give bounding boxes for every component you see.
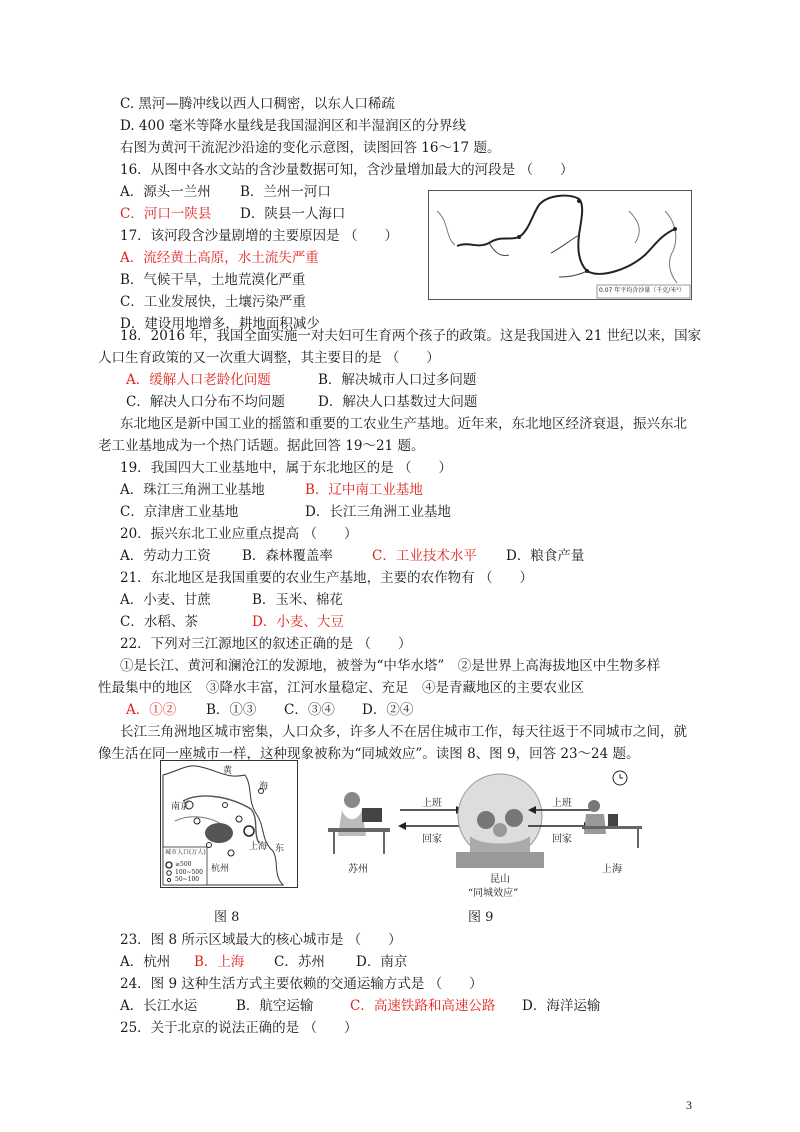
fig9-label-work-right: 上班 [552, 798, 572, 809]
option-d-line: D. 400 毫米等降水量线是我国湿润区和半湿润区的分界线 [120, 118, 466, 134]
fig8-label-nanjing: 南京 [171, 802, 190, 812]
fig8-label-east: 东 [275, 844, 285, 854]
fig8-label-sea: 海 [259, 782, 269, 792]
figure-8-caption: 图 8 [214, 910, 240, 925]
fig9-label-home-left: 回家 [422, 834, 442, 845]
q19-option-b-answer: B．辽中南工业基地 [305, 482, 423, 498]
question-23-stem: 23．图 8 所示区域最大的核心城市是 （ ） [120, 932, 402, 948]
q24-option-c-answer: C．高速铁路和高速公路 [350, 998, 496, 1014]
intro-16-17: 右图为黄河干流泥沙沿途的变化示意图，读图回答 16～17 题。 [120, 140, 501, 156]
figure-8-map [160, 760, 298, 888]
intro-19-21-line1: 东北地区是新中国工业的摇篮和重要的工农业生产基地。近年来，东北地区经济衰退，振兴东北 [120, 416, 687, 432]
fig9-label-kunshan: 昆山 [490, 874, 510, 885]
fig9-label-suzhou: 苏州 [348, 864, 368, 875]
page-number: 3 [686, 1098, 692, 1112]
q23-option-b-answer: B．上海 [194, 954, 245, 970]
q23-option-a: A．杭州 [120, 954, 171, 970]
question-17-stem: 17．该河段含沙量剧增的主要原因是 （ ） [120, 228, 398, 244]
question-25-stem: 25．关于北京的说法正确的是 （ ） [120, 1020, 358, 1036]
question-24-stem: 24．图 9 这种生活方式主要依赖的交通运输方式是 （ ） [120, 976, 483, 992]
map-legend-text: 0.07 年平均含沙量（千克/米³） [599, 287, 685, 294]
q22-statement-line2: 性最集中的地区 ③降水丰富，江河水量稳定、充足 ④是青藏地区的主要农业区 [98, 680, 584, 696]
q17-option-c: C．工业发展快，土壤污染严重 [120, 294, 306, 310]
fig9-label-same-city-effect: “同城效应” [468, 888, 519, 899]
q16-option-a: A．源头一兰州 [120, 184, 211, 200]
question-21-stem: 21．东北地区是我国重要的农业生产基地，主要的农作物有 （ ） [120, 570, 533, 586]
fig8-legend-3: 50~100 [175, 876, 200, 883]
q19-option-d: D．长江三角洲工业基地 [305, 504, 451, 520]
question-20-stem: 20．振兴东北工业应重点提高 （ ） [120, 526, 358, 542]
question-19-stem: 19．我国四大工业基地中，属于东北地区的是 （ ） [120, 460, 452, 476]
q21-option-a: A．小麦、甘蔗 [120, 592, 211, 608]
intro-19-21-line2: 老工业基地成为一个热门话题。据此回答 19～21 题。 [98, 438, 425, 454]
fig9-label-home-right: 回家 [552, 834, 572, 845]
q19-option-c: C．京津唐工业基地 [120, 504, 239, 520]
q22-statement-line1: ①是长江、黄河和澜沧江的发源地，被誉为“中华水塔” ②是世界上高海拔地区中生物多样 [120, 658, 661, 674]
q20-option-b: B．森林覆盖率 [242, 548, 333, 564]
q20-option-c-answer: C．工业技术水平 [372, 548, 477, 564]
q22-option-a-answer: A．①② [126, 702, 177, 718]
q23-option-d: D．南京 [356, 954, 408, 970]
q16-option-d: D．陕县一人海口 [240, 206, 346, 222]
q18-option-d: D．解决人口基数过大问题 [318, 394, 478, 410]
q23-option-c: C．苏州 [274, 954, 325, 970]
question-16-stem: 16．从图中各水文站的含沙量数据可知，含沙量增加最大的河段是 （ ） [120, 162, 574, 178]
q22-option-c: C．③④ [284, 702, 335, 718]
question-18-stem-line2: 人口生育政策的又一次重大调整，其主要目的是 （ ） [98, 350, 440, 366]
fig8-legend-1: ≥500 [175, 861, 192, 868]
question-22-stem: 22．下列对三江源地区的叙述正确的是 （ ） [120, 636, 412, 652]
fig9-label-work-left: 上班 [422, 798, 442, 809]
figure-9-illustration [320, 770, 650, 898]
fig8-label-shanghai: 上海 [249, 842, 268, 852]
q19-option-a: A．珠江三角洲工业基地 [120, 482, 265, 498]
q17-option-d: D．建设用地增多，耕地面积减少 [120, 316, 320, 332]
q24-option-d: D．海洋运输 [522, 998, 601, 1014]
intro-23-24-line2: 像生活在同一座城市一样，这种现象被称为“同城效应”。读图 8、图 9，回答 23～24 题。 [98, 746, 640, 762]
figure-9-caption: 图 9 [468, 910, 494, 925]
q17-option-b: B．气候干旱，土地荒漠化严重 [120, 272, 306, 288]
fig9-label-shanghai: 上海 [602, 864, 622, 875]
q17-option-a-answer: A．流经黄土高原，水土流失严重 [120, 250, 319, 266]
q16-option-c-answer: C．河口一陕县 [120, 206, 212, 222]
question-18-stem-line1: 18．2016 年，我国全面实施一对夫妇可生育两个孩子的政策。这是我国进入 21 世纪以来，国家 [120, 328, 702, 344]
q22-option-b: B．①③ [206, 702, 257, 718]
fig8-legend-title: 城市人口(万人) [165, 849, 206, 856]
q16-option-b: B．兰州一河口 [240, 184, 331, 200]
figure-9-drawing [320, 770, 650, 898]
q18-option-b: B．解决城市人口过多问题 [318, 372, 477, 388]
q21-option-b: B．玉米、棉花 [252, 592, 343, 608]
river-map-drawing [429, 191, 691, 299]
q18-option-a-answer: A．缓解人口老龄化问题 [126, 372, 271, 388]
q18-option-c: C．解决人口分布不均问题 [126, 394, 285, 410]
option-c-line: C. 黑河—腾冲线以西人口稠密，以东人口稀疏 [120, 96, 395, 112]
intro-23-24-line1: 长江三角洲地区城市密集，人口众多，许多人不在居住城市工作，每天往返于不同城市之间，就 [120, 724, 687, 740]
q20-option-a: A．劳动力工资 [120, 548, 211, 564]
q24-option-a: A．长江水运 [120, 998, 198, 1014]
q22-option-d: D．②④ [362, 702, 414, 718]
fig8-label-yellow-sea: 黄 [223, 766, 233, 776]
q21-option-d-answer: D．小麦、大豆 [252, 614, 344, 630]
q24-option-b: B．航空运输 [236, 998, 314, 1014]
q21-option-c: C．水稻、茶 [120, 614, 198, 630]
fig8-legend-2: 100~500 [175, 869, 203, 876]
yellow-river-sediment-map [428, 190, 692, 300]
fig8-label-hangzhou: 杭州 [211, 864, 230, 874]
q20-option-d: D．粮食产量 [506, 548, 585, 564]
